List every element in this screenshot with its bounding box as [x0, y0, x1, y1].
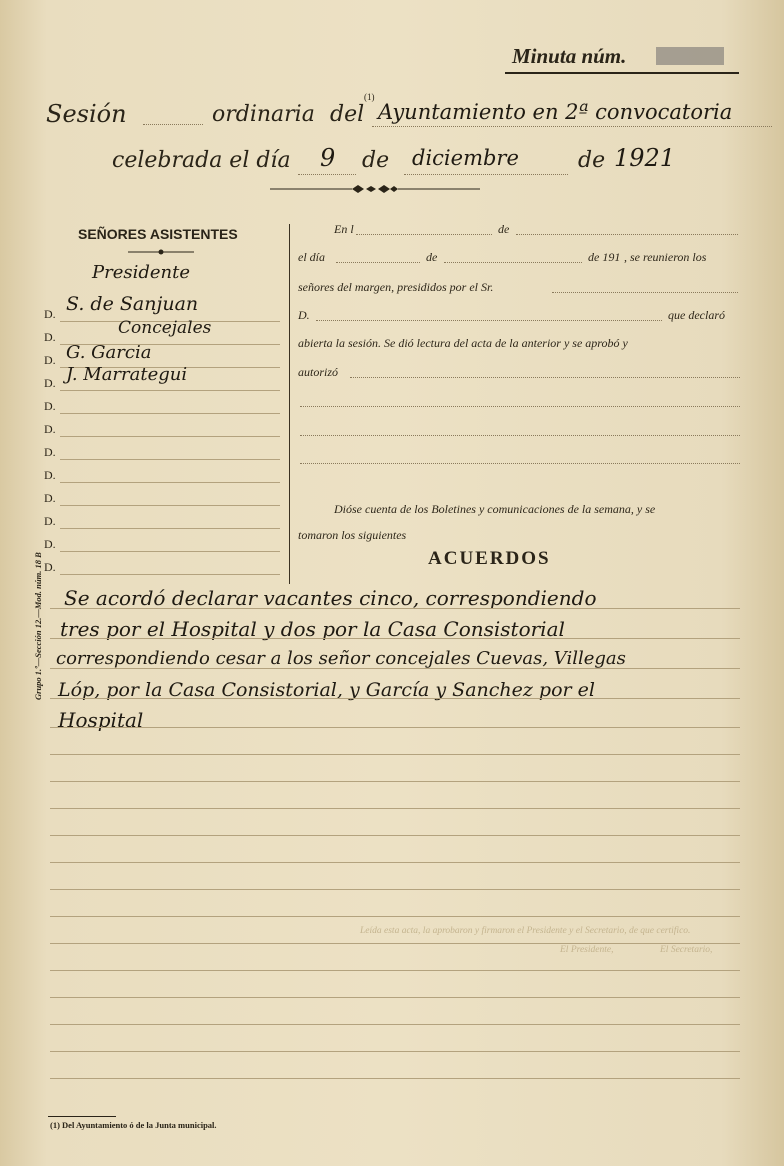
column-divider — [289, 224, 290, 584]
faded-print-line: Leída esta acta, la aprobaron y firmaron el Presidente y el Secretario, de que certifico. — [360, 926, 691, 936]
margin-print-text: Grupo 1.º—Sección 12.—Mod. núm. 18 B — [33, 552, 43, 700]
acta-abierta: abierta la sesión. Se dió lectura del acta de la anterior y se aprobó y — [298, 336, 628, 350]
asistentes-title: SEÑORES ASISTENTES — [78, 226, 238, 242]
acuerdo-line: correspondiendo cesar a los señor concejales Cuevas, Villegas — [56, 648, 626, 669]
d-prefix: D. — [44, 445, 56, 459]
presidente-heading: Presidente — [92, 262, 191, 283]
acta-en-label: En l — [334, 222, 354, 236]
acta-tomaron: tomaron los siguientes — [298, 528, 407, 542]
d-prefix: D. — [44, 353, 56, 367]
del-label: del — [330, 102, 365, 127]
acta-de-label: de — [498, 222, 510, 236]
de-label-3: de — [578, 148, 606, 173]
d-prefix: D. — [44, 514, 56, 528]
sesion-body-handwritten: Ayuntamiento en 2ª convocatoria — [378, 100, 733, 124]
day-value: 9 — [320, 144, 336, 172]
asistentes-ornament — [128, 248, 194, 256]
asistente-name: J. Marrategui — [66, 364, 188, 385]
sesion-label: Sesión — [46, 100, 127, 128]
footnote-rule — [48, 1116, 116, 1117]
faded-presidente: El Presidente, — [560, 945, 614, 955]
de-label-2: de — [362, 148, 390, 173]
faded-secretario: El Secretario, — [660, 945, 713, 955]
ornament-divider — [270, 182, 480, 196]
year-value: 1921 — [614, 144, 676, 172]
minuta-number-stamp — [656, 47, 724, 65]
sesion-type: ordinaria — [212, 102, 315, 127]
d-prefix: D. — [44, 330, 56, 344]
acta-autorizo: autorizó — [298, 365, 339, 379]
acta-de-label-2: de — [426, 250, 438, 264]
asistente-name: G. Garcia — [66, 342, 152, 363]
acuerdo-line: Hospital — [58, 708, 144, 732]
acta-d-label: D. — [298, 308, 310, 322]
month-value: diciembre — [412, 146, 519, 170]
celebrada-label: celebrada el día — [112, 148, 291, 173]
acta-que-declaro: que declaró — [668, 308, 725, 322]
acta-senores: señores del margen, presididos por el Sr. — [298, 280, 494, 294]
acuerdo-line: Se acordó declarar vacantes cinco, correspondiendo — [64, 586, 597, 610]
acta-reunieron: , se reunieron los — [624, 250, 707, 264]
acta-diose: Dióse cuenta de los Boletines y comunicaciones de la semana, y se — [334, 502, 656, 516]
d-prefix: D. — [44, 560, 56, 574]
acta-de-191: de 191 — [588, 250, 621, 264]
d-prefix: D. — [44, 376, 56, 390]
minuta-label: Minuta núm. — [512, 44, 627, 68]
footnote-text: (1) Del Ayuntamiento ó de la Junta municipal. — [50, 1120, 217, 1130]
footnote-mark: (1) — [364, 92, 375, 102]
concejales-heading: Concejales — [118, 318, 212, 338]
acuerdo-line: Lóp, por la Casa Consistorial, y García y Sanchez por el — [58, 679, 595, 701]
acuerdo-line: tres por el Hospital y dos por la Casa Consistorial — [60, 617, 565, 641]
d-prefix: D. — [44, 422, 56, 436]
acta-el-dia: el día — [298, 250, 325, 264]
d-prefix: D. — [44, 491, 56, 505]
asistente-name: S. de Sanjuan — [66, 293, 199, 315]
acuerdos-title: ACUERDOS — [428, 548, 551, 569]
d-prefix: D. — [44, 307, 56, 321]
d-prefix: D. — [44, 468, 56, 482]
minuta-rule — [505, 72, 739, 74]
d-prefix: D. — [44, 399, 56, 413]
d-prefix: D. — [44, 537, 56, 551]
